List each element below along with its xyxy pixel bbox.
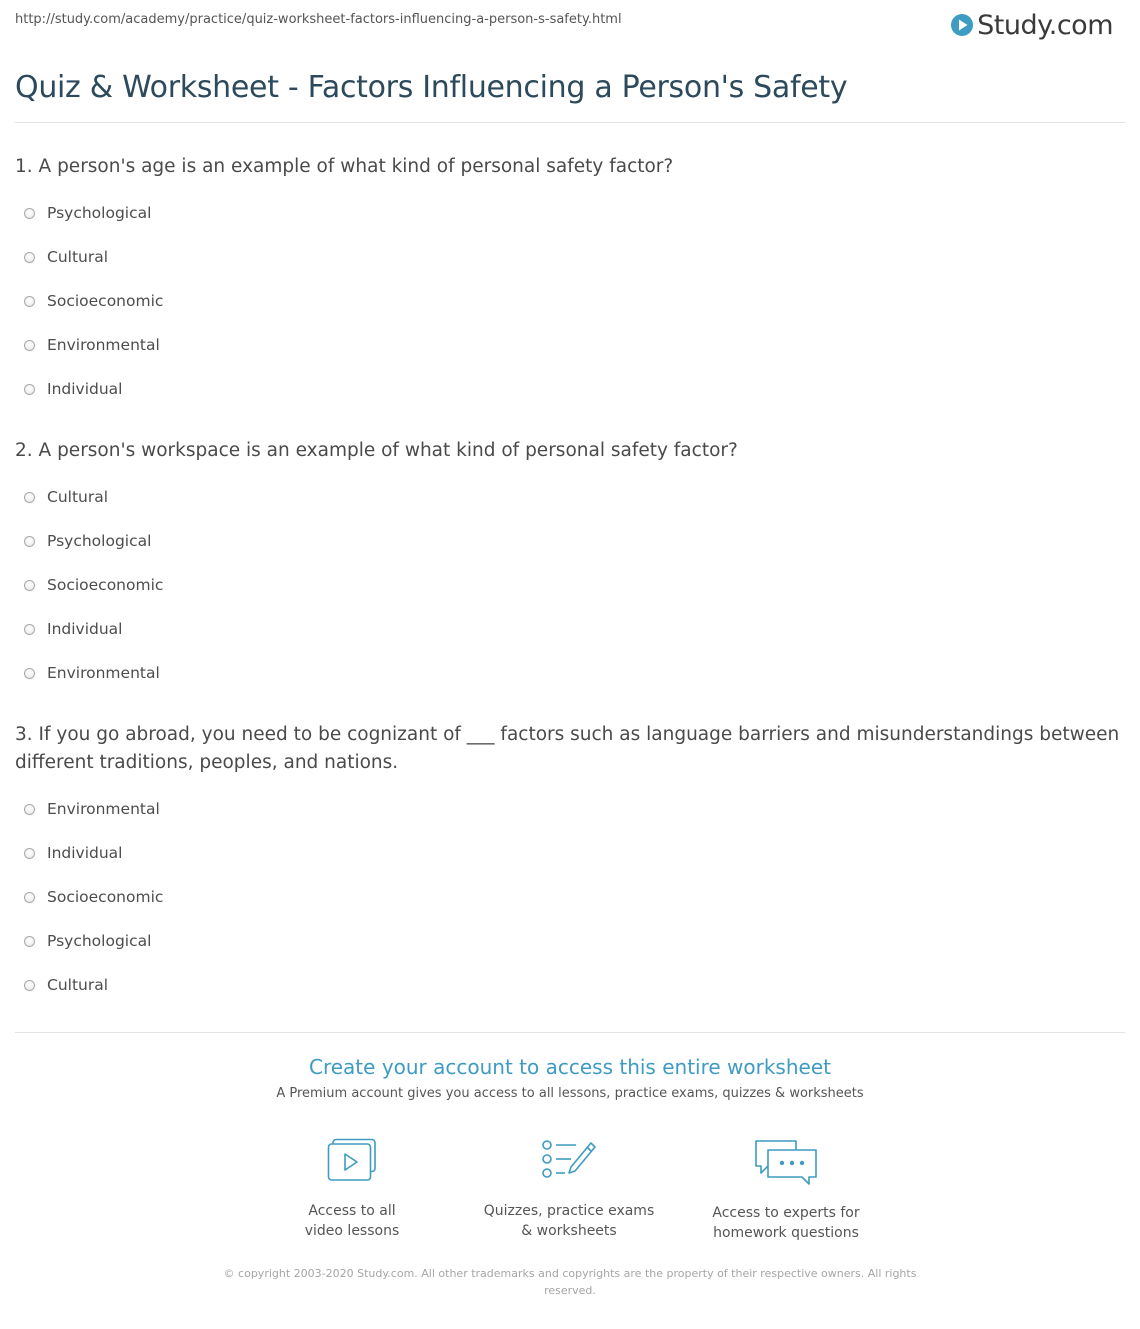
radio-button[interactable] [24,252,35,263]
answer-options [15,787,1125,1007]
radio-button[interactable] [24,580,35,591]
radio-button[interactable] [24,804,35,815]
radio-button[interactable] [24,848,35,859]
answer-option[interactable] [15,651,1125,695]
answer-options [15,191,1125,411]
answer-option[interactable] [15,279,1125,323]
feature-text-line: Quizzes, practice exams [483,1203,655,1219]
answer-option[interactable] [15,475,1125,519]
feature-text-line: video lessons [304,1223,400,1239]
answer-label: Socioeconomic [47,292,164,310]
answer-option[interactable] [15,607,1125,651]
answer-label: Individual [47,620,123,638]
cta-divider [15,1032,1125,1033]
answer-option[interactable] [15,323,1125,367]
video-lessons-icon [326,1138,378,1184]
quiz-checklist-icon [541,1138,597,1184]
create-account-link[interactable]: Create your account to access this entire worksheet [309,1055,831,1079]
answer-label: Individual [47,844,123,862]
answer-option[interactable] [15,919,1125,963]
answer-option[interactable] [15,519,1125,563]
answer-label: Psychological [47,932,152,950]
question-2 [15,437,1125,695]
question-text: 2. A person's workspace is an example of what kind of personal safety factor? [15,440,738,461]
answer-label: Environmental [47,664,160,682]
feature-quizzes [469,1138,669,1241]
radio-button[interactable] [24,296,35,307]
feature-text-line: Access to experts for [712,1205,860,1221]
question-text: 1. A person's age is an example of what kind of personal safety factor? [15,156,674,177]
answer-label: Psychological [47,532,152,550]
radio-button[interactable] [24,936,35,947]
answer-label: Socioeconomic [47,576,164,594]
radio-button[interactable] [24,536,35,547]
answer-label: Environmental [47,800,160,818]
answer-option[interactable] [15,191,1125,235]
radio-button[interactable] [24,384,35,395]
question-text: 3. If you go abroad, you need to be cognizant of ___ factors such as language barriers and misunderstandings between different traditions, peoples, and nations. [15,724,1120,773]
radio-button[interactable] [24,624,35,635]
radio-button[interactable] [24,208,35,219]
answer-option[interactable] [15,875,1125,919]
answer-options [15,475,1125,695]
radio-button[interactable] [24,892,35,903]
page-url: http://study.com/academy/practice/quiz-worksheet-factors-influencing-a-person-s-safety.html [15,12,622,27]
feature-video-lessons [252,1138,452,1241]
answer-label: Environmental [47,336,160,354]
answer-label: Cultural [47,248,109,266]
answer-option[interactable] [15,367,1125,411]
top-bar [15,0,1125,50]
answer-label: Individual [47,380,123,398]
play-logo-icon [950,13,974,37]
answer-option[interactable] [15,963,1125,1007]
answer-option[interactable] [15,235,1125,279]
answer-label: Psychological [47,204,152,222]
feature-experts [686,1138,886,1243]
answer-option[interactable] [15,831,1125,875]
answer-option[interactable] [15,787,1125,831]
feature-text-line: homework questions [713,1225,859,1241]
answer-label: Cultural [47,976,109,994]
radio-button[interactable] [24,492,35,503]
feature-text-line: Access to all [308,1203,396,1219]
radio-button[interactable] [24,980,35,991]
question-1 [15,153,1125,411]
answer-option[interactable] [15,563,1125,607]
page-title: Quiz & Worksheet - Factors Influencing a Person's Safety [15,70,848,105]
logo-text: Study.com [977,9,1113,41]
copyright-notice: © copyright 2003-2020 Study.com. All other trademarks and copyrights are the property of their respective owners. All rights reserved. [223,1267,917,1297]
chat-bubbles-icon [754,1138,818,1186]
question-3 [15,721,1125,1007]
radio-button[interactable] [24,340,35,351]
answer-label: Socioeconomic [47,888,164,906]
title-divider [15,122,1125,123]
study-logo[interactable] [950,7,1113,43]
answer-label: Cultural [47,488,109,506]
radio-button[interactable] [24,668,35,679]
feature-text-line: & worksheets [521,1223,617,1239]
cta-subheading: A Premium account gives you access to all lessons, practice exams, quizzes & worksheets [276,1086,864,1101]
